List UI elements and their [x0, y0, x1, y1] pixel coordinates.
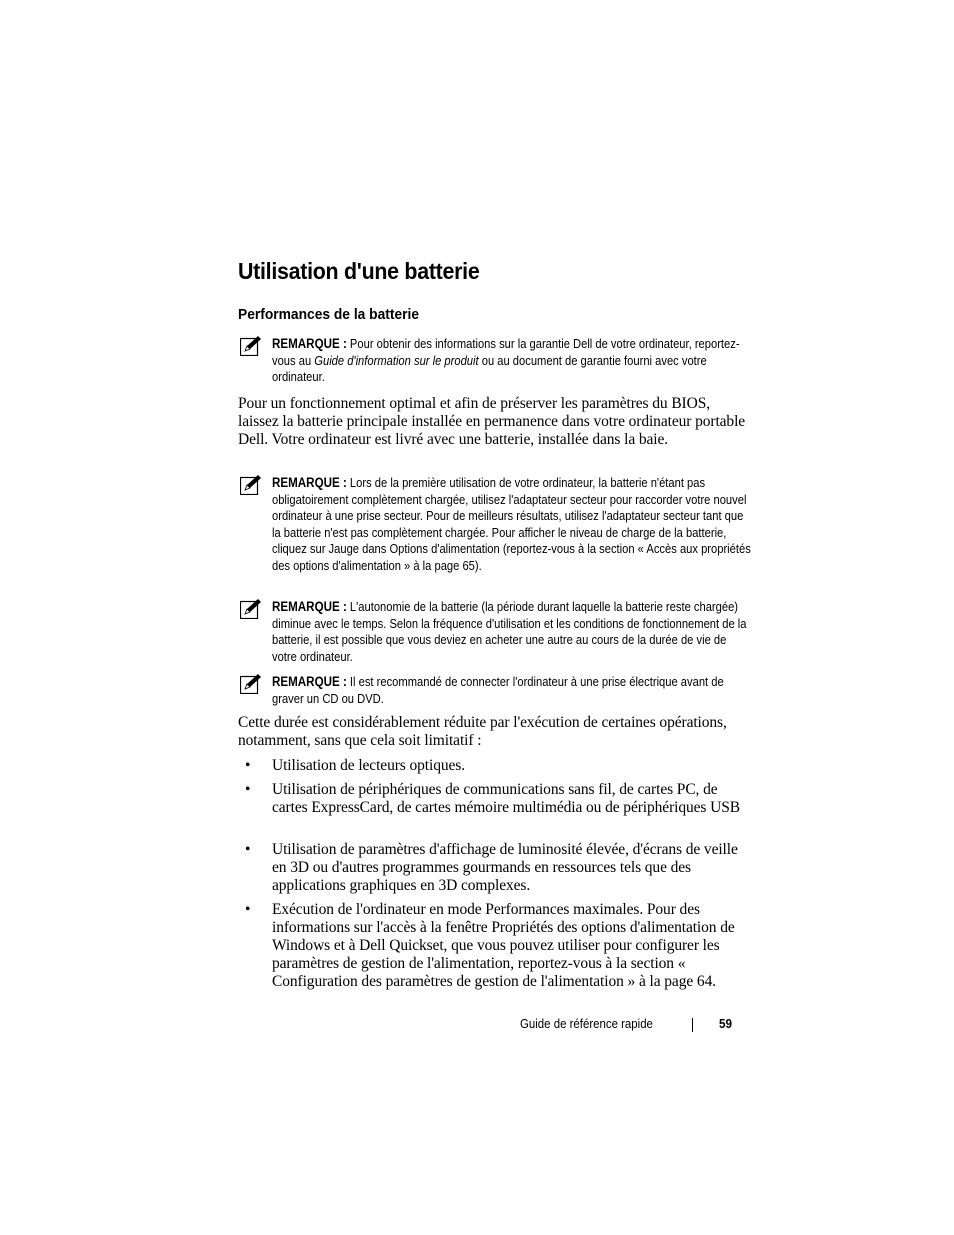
list-item-text: Utilisation de lecteurs optiques.	[272, 757, 465, 774]
footer-separator	[692, 1018, 693, 1032]
pencil-note-icon	[240, 336, 262, 356]
pencil-note-icon	[240, 599, 262, 619]
note-text: REMARQUE : Lors de la première utilisation de votre ordinateur, la batterie n'étant pas obligatoirement complètement chargée, utilisez l'adaptateur secteur pour raccorder votre nouvel ordinateur à une prise secteur. Pour de meilleurs résultats, utilisez l'adaptateur secteur tant que la batterie n'est pas complètement chargée. Pour afficher le niveau de charge de la batterie, cliquez sur Jauge dans Options d'alimentation (reportez-vous à la section « Accès aux propriétés des options d'alimentation » à la page 65).	[272, 475, 751, 573]
page-number: 59	[719, 1016, 733, 1031]
paragraph-bios: Pour un fonctionnement optimal et afin de préserver les paramètres du BIOS, laissez la batterie principale installée en permanence dans votre ordinateur portable Dell. Votre ordinateur est livré avec une batterie, installée dans la baie.	[238, 395, 746, 448]
list-item-text: Utilisation de paramètres d'affichage de luminosité élevée, d'écrans de veille en 3D ou d'autres programmes gourmands en ressources tels que des applications graphiques en 3D complexes.	[272, 841, 738, 894]
page-title: Utilisation d'une batterie	[238, 258, 480, 284]
section-subtitle: Performances de la batterie	[238, 306, 420, 323]
paragraph-duration: Cette durée est considérablement réduite par l'exécution de certaines opérations, notamment, sans que cela soit limitatif :	[238, 714, 727, 749]
note-label: REMARQUE :	[272, 599, 347, 614]
product-guide-emphasis: Guide d'information sur le produit	[314, 352, 479, 368]
pencil-note-icon	[240, 475, 262, 495]
bullet-icon: •	[245, 841, 251, 858]
list-item-text: Exécution de l'ordinateur en mode Performances maximales. Pour des informations sur l'accès à la fenêtre Propriétés des options d'alimentation de Windows et à Dell Quickset, que vous pouvez utiliser pour configurer les paramètres de gestion de l'alimentation, reportez-vous à la section « Configuration des paramètres de gestion de l'alimentation » à la page 64.	[272, 901, 735, 990]
note-label: REMARQUE :	[272, 336, 347, 351]
footer-guide-title: Guide de référence rapide	[520, 1016, 653, 1031]
note-label: REMARQUE :	[272, 674, 347, 689]
bullet-icon: •	[245, 781, 251, 798]
pencil-note-icon	[240, 674, 262, 694]
note-text: REMARQUE : Pour obtenir des informations sur la garantie Dell de votre ordinateur, reportez-vous au Guide d'information sur le produit ou au document de garantie fourni avec votre ordinateur.	[272, 336, 740, 385]
note-text: REMARQUE : Il est recommandé de connecter l'ordinateur à une prise électrique avant de graver un CD ou DVD.	[272, 674, 724, 706]
note-label: REMARQUE :	[272, 475, 347, 490]
bullet-icon: •	[245, 901, 251, 918]
list-item-text: Utilisation de périphériques de communications sans fil, de cartes PC, de cartes ExpressCard, de cartes mémoire multimédia ou de périphériques USB	[272, 781, 740, 816]
bullet-icon: •	[245, 757, 251, 774]
note-text: REMARQUE : L'autonomie de la batterie (la période durant laquelle la batterie reste chargée) diminue avec le temps. Selon la fréquence d'utilisation et les conditions de fonctionnement de la batterie, il est possible que vous deviez en acheter une autre au cours de la durée de vie de votre ordinateur.	[272, 599, 747, 664]
